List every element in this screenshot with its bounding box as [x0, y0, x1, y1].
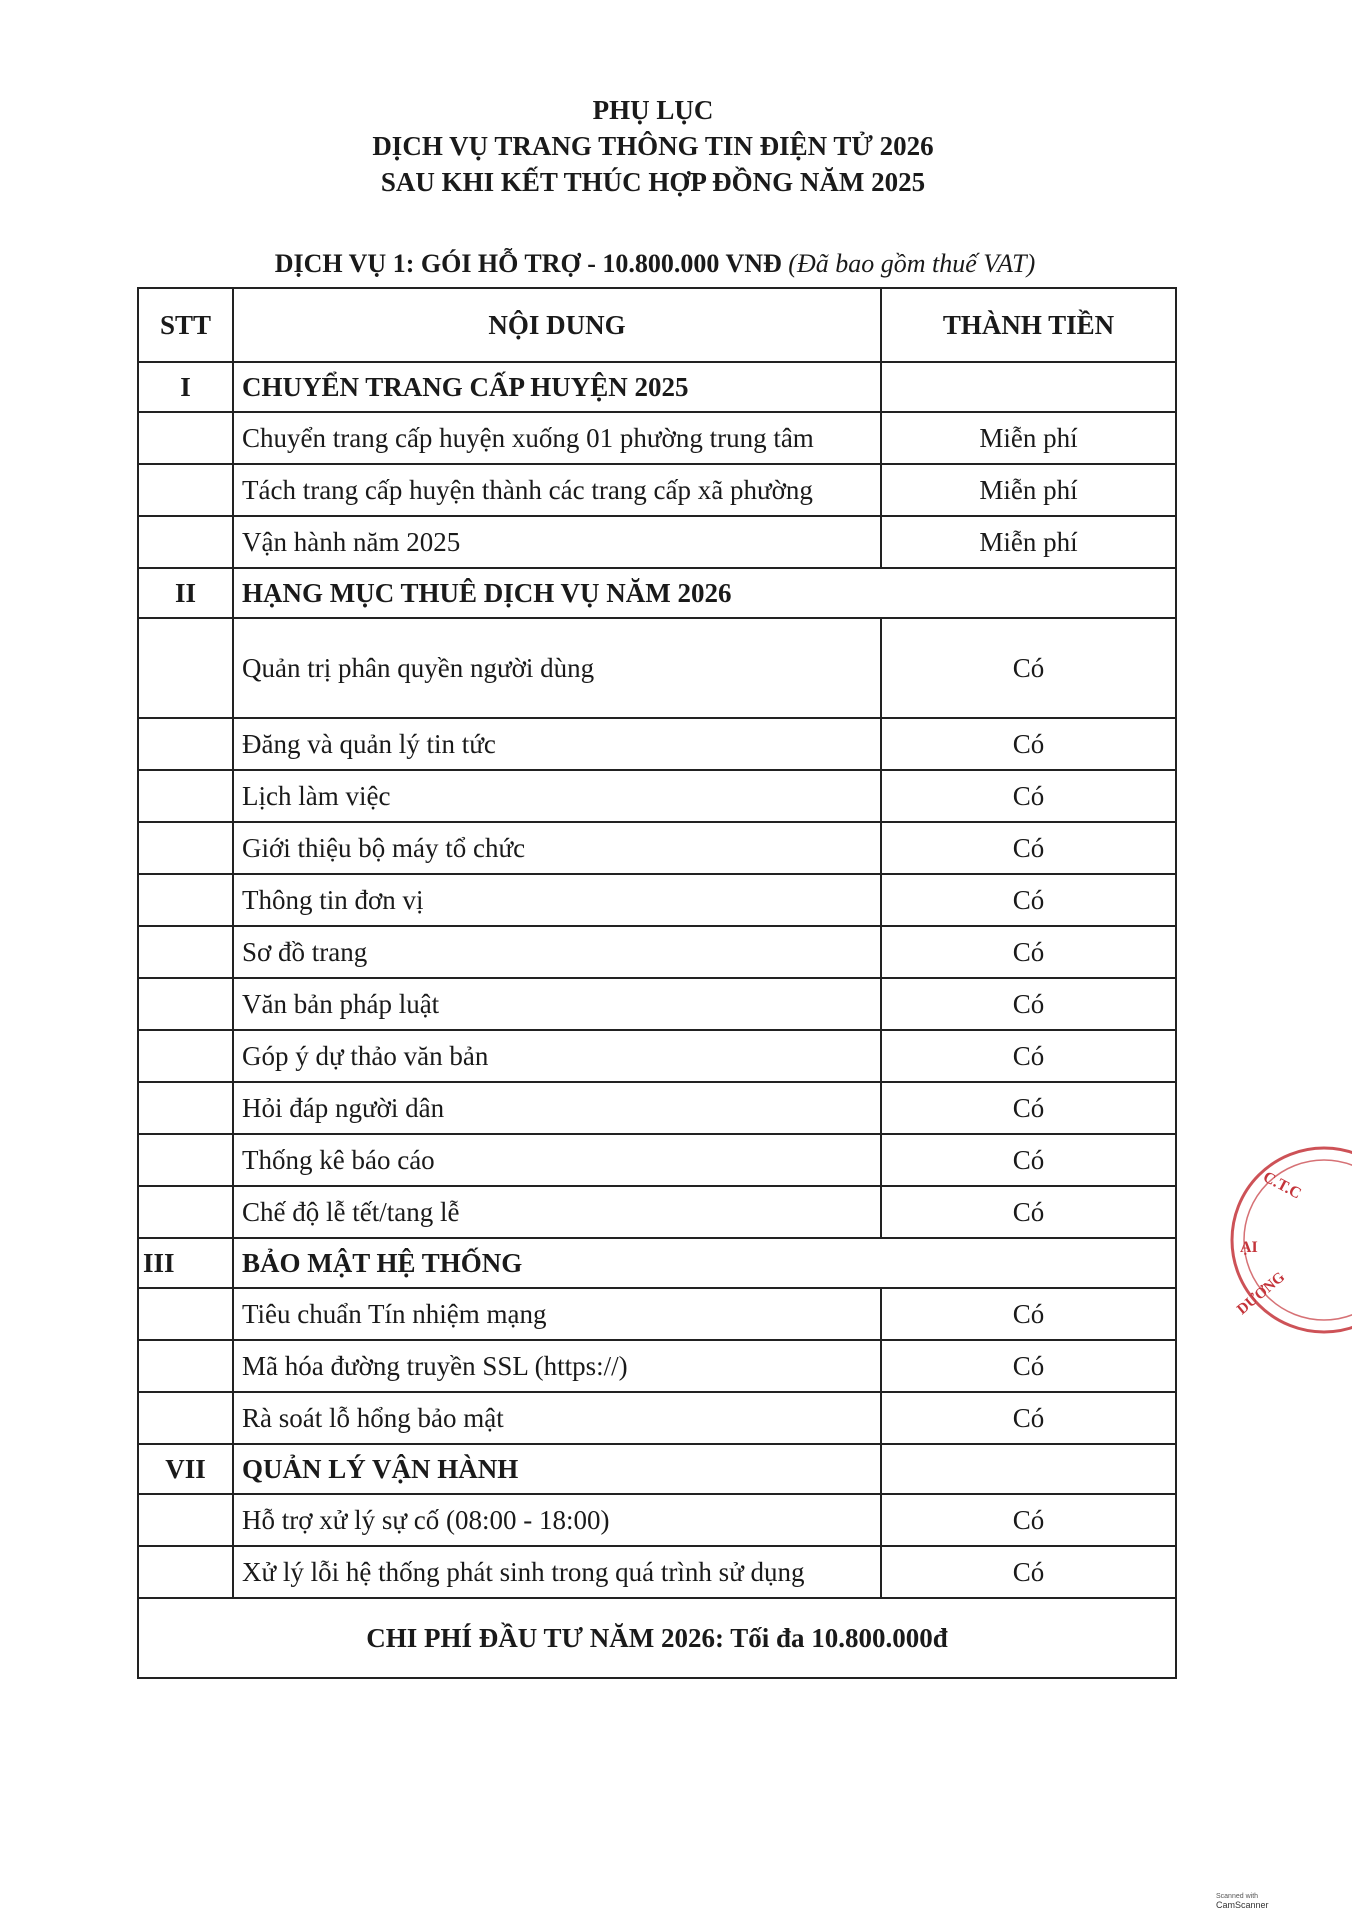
stt-cell [138, 770, 233, 822]
price-cell: Có [881, 1030, 1176, 1082]
section-number: III [138, 1238, 233, 1288]
header-stt: STT [138, 288, 233, 362]
price-cell: Có [881, 926, 1176, 978]
content-cell: Mã hóa đường truyền SSL (https://) [233, 1340, 881, 1392]
section-row [138, 1238, 1176, 1288]
stt-cell [138, 822, 233, 874]
price-cell: Có [881, 978, 1176, 1030]
stt-cell [138, 1392, 233, 1444]
section-row [138, 362, 1176, 412]
price-cell: Có [881, 1186, 1176, 1238]
content-cell: Thống kê báo cáo [233, 1134, 881, 1186]
price-cell: Có [881, 770, 1176, 822]
svg-text:C.T.C: C.T.C [1260, 1168, 1304, 1203]
price-cell: Có [881, 822, 1176, 874]
stt-cell [138, 926, 233, 978]
content-cell: Chuyển trang cấp huyện xuống 01 phường trung tâm [233, 412, 881, 464]
table-row [138, 1546, 1176, 1598]
service-heading [0, 249, 1310, 279]
table-row [138, 1494, 1176, 1546]
table-row [138, 516, 1176, 568]
table-row [138, 1030, 1176, 1082]
stt-cell [138, 464, 233, 516]
price-cell: Miễn phí [881, 412, 1176, 464]
camscanner-watermark [1216, 1893, 1269, 1909]
section-price-cell [881, 1444, 1176, 1494]
stt-cell [138, 1546, 233, 1598]
content-cell: Văn bản pháp luật [233, 978, 881, 1030]
price-cell: Có [881, 718, 1176, 770]
table-row [138, 1134, 1176, 1186]
stt-cell [138, 874, 233, 926]
table-row [138, 1288, 1176, 1340]
price-cell: Miễn phí [881, 464, 1176, 516]
table-row [138, 412, 1176, 464]
header-price: THÀNH TIỀN [881, 288, 1176, 362]
scanner-line-1: Scanned with [1216, 1893, 1259, 1900]
service-table [137, 287, 1177, 1679]
stt-cell [138, 1134, 233, 1186]
table-row [138, 1340, 1176, 1392]
stt-cell [138, 1030, 233, 1082]
stt-cell [138, 1494, 233, 1546]
stt-cell [138, 1288, 233, 1340]
header-content: NỘI DUNG [233, 288, 881, 362]
price-cell: Có [881, 1288, 1176, 1340]
table-row [138, 926, 1176, 978]
content-cell: Quản trị phân quyền người dùng [233, 618, 881, 718]
content-cell: Tiêu chuẩn Tín nhiệm mạng [233, 1288, 881, 1340]
company-seal [1212, 1140, 1352, 1340]
stt-cell [138, 1340, 233, 1392]
content-cell: Vận hành năm 2025 [233, 516, 881, 568]
section-title: HẠNG MỤC THUÊ DỊCH VỤ NĂM 2026 [233, 568, 1176, 618]
content-cell: Chế độ lễ tết/tang lễ [233, 1186, 881, 1238]
price-cell: Có [881, 1494, 1176, 1546]
service-vat-note: (Đã bao gồm thuế VAT) [788, 249, 1036, 278]
section-row [138, 1444, 1176, 1494]
price-cell: Có [881, 1134, 1176, 1186]
section-price-cell [881, 362, 1176, 412]
title-line-3: SAU KHI KẾT THÚC HỢP ĐỒNG NĂM 2025 [380, 167, 926, 197]
table-row [138, 978, 1176, 1030]
stt-cell [138, 978, 233, 1030]
content-cell: Sơ đồ trang [233, 926, 881, 978]
content-cell: Tách trang cấp huyện thành các trang cấp xã phường [233, 464, 881, 516]
price-cell: Có [881, 874, 1176, 926]
stt-cell [138, 718, 233, 770]
content-cell: Đăng và quản lý tin tức [233, 718, 881, 770]
svg-text:ẠI: ẠI [1240, 1239, 1258, 1256]
price-cell: Có [881, 1340, 1176, 1392]
price-cell: Có [881, 1392, 1176, 1444]
content-cell: Xử lý lỗi hệ thống phát sinh trong quá trình sử dụng [233, 1546, 881, 1598]
scanner-line-2: CamScanner [1216, 1900, 1269, 1910]
section-title: CHUYỂN TRANG CẤP HUYỆN 2025 [233, 362, 881, 412]
price-cell: Có [881, 618, 1176, 718]
content-cell: Hỗ trợ xử lý sự cố (08:00 - 18:00) [233, 1494, 881, 1546]
stt-cell [138, 1082, 233, 1134]
title-line-2: DỊCH VỤ TRANG THÔNG TIN ĐIỆN TỬ 2026 [372, 131, 934, 161]
title-line-1: PHỤ LỤC [592, 95, 714, 125]
table-row [138, 618, 1176, 718]
stt-cell [138, 618, 233, 718]
section-title: BẢO MẬT HỆ THỐNG [233, 1238, 1176, 1288]
content-cell: Góp ý dự thảo văn bản [233, 1030, 881, 1082]
total-cost: CHI PHÍ ĐẦU TƯ NĂM 2026: Tối đa 10.800.000đ [138, 1598, 1176, 1678]
table-row [138, 1392, 1176, 1444]
service-title: DỊCH VỤ 1: GÓI HỖ TRỢ - 10.800.000 VNĐ [274, 249, 782, 278]
section-number: II [138, 568, 233, 618]
content-cell: Hỏi đáp người dân [233, 1082, 881, 1134]
table-row [138, 1082, 1176, 1134]
stt-cell [138, 412, 233, 464]
price-cell: Có [881, 1082, 1176, 1134]
table-row [138, 874, 1176, 926]
table-row [138, 822, 1176, 874]
content-cell: Lịch làm việc [233, 770, 881, 822]
document-title [0, 92, 1306, 200]
content-cell: Thông tin đơn vị [233, 874, 881, 926]
section-number: I [138, 362, 233, 412]
table-row [138, 1186, 1176, 1238]
table-row [138, 718, 1176, 770]
svg-text:DƯƠNG: DƯƠNG [1234, 1269, 1289, 1319]
price-cell: Miễn phí [881, 516, 1176, 568]
table-row [138, 770, 1176, 822]
section-row [138, 568, 1176, 618]
total-row [138, 1598, 1176, 1678]
stt-cell [138, 516, 233, 568]
content-cell: Giới thiệu bộ máy tổ chức [233, 822, 881, 874]
section-number: VII [138, 1444, 233, 1494]
table-row [138, 464, 1176, 516]
content-cell: Rà soát lỗ hổng bảo mật [233, 1392, 881, 1444]
price-cell: Có [881, 1546, 1176, 1598]
stt-cell [138, 1186, 233, 1238]
section-title: QUẢN LÝ VẬN HÀNH [233, 1444, 881, 1494]
